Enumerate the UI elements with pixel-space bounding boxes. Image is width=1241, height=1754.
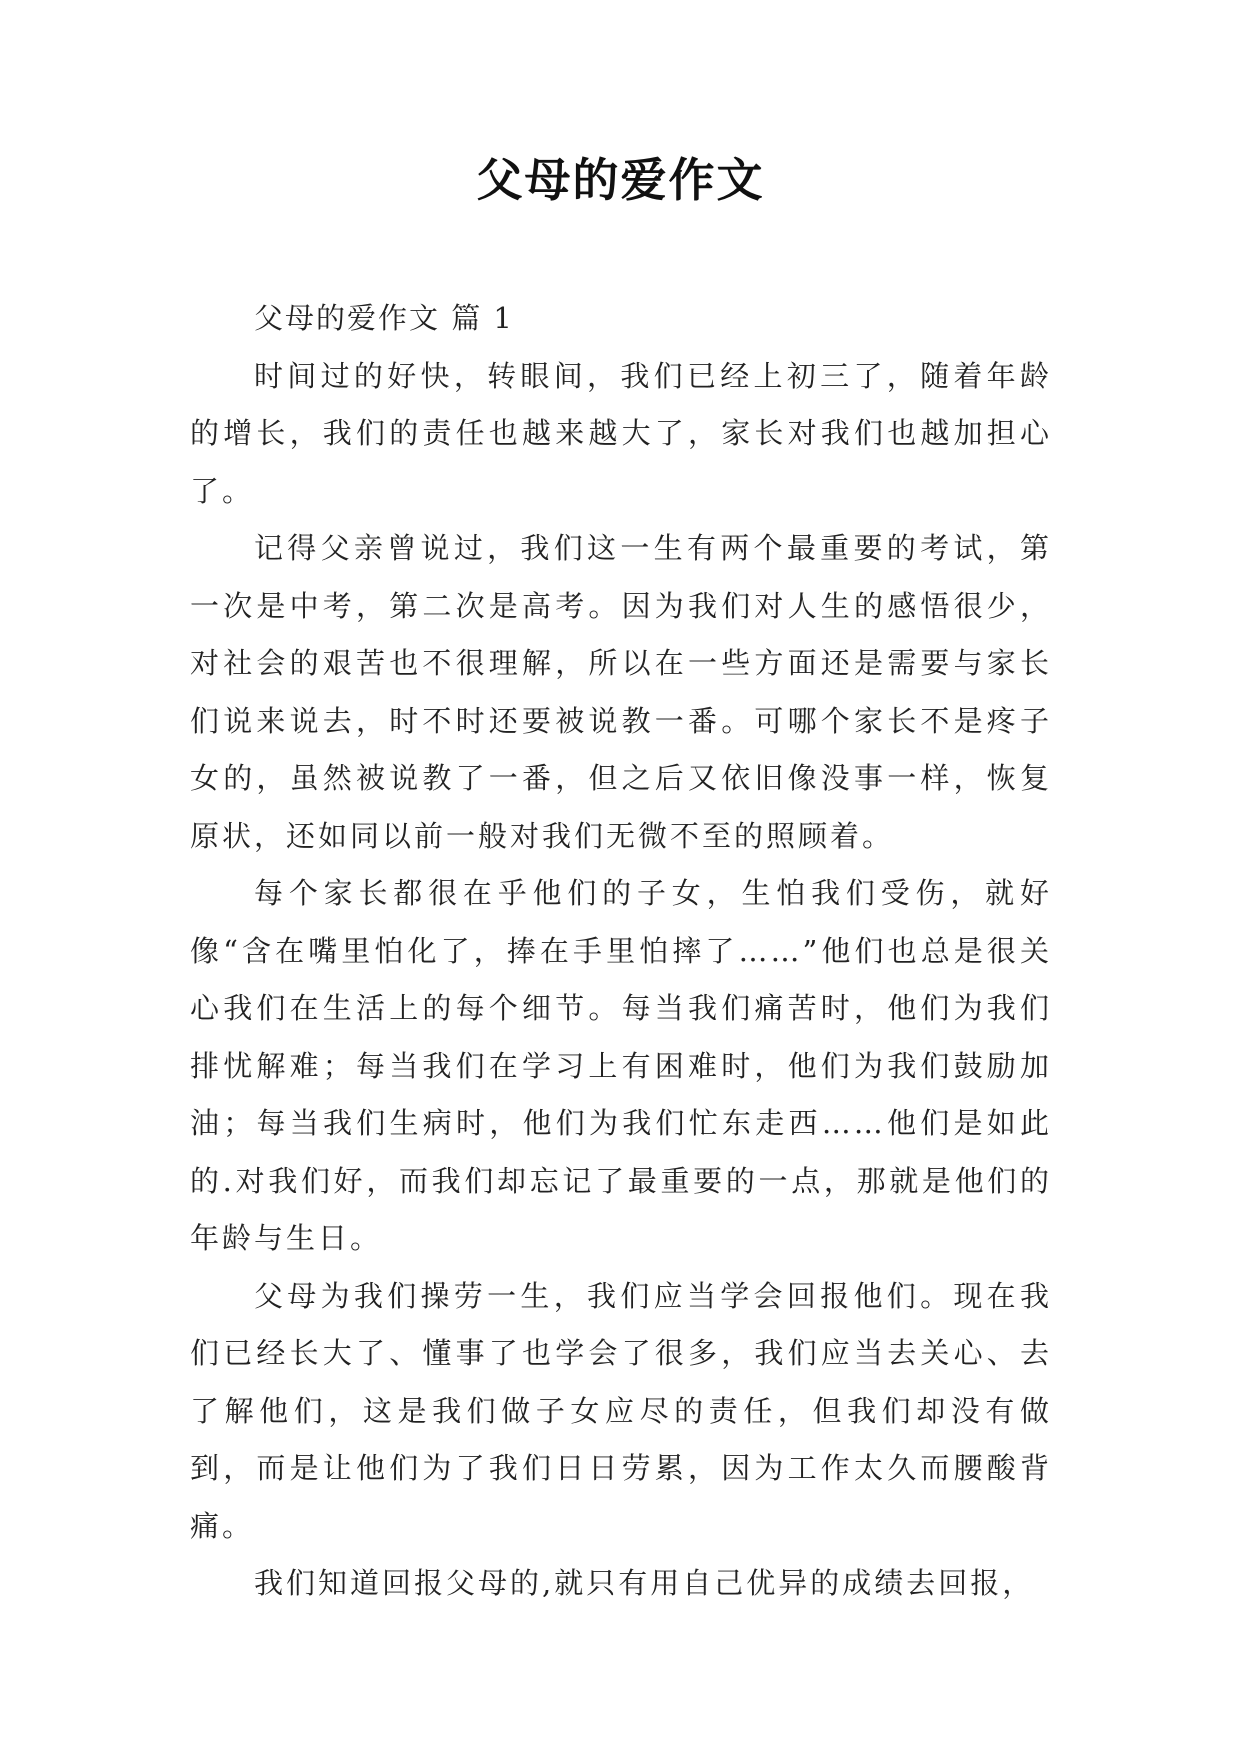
paragraph-3: 每个家长都很在乎他们的子女，生怕我们受伤，就好像“含在嘴里怕化了，捧在手里怕摔了……”他们也总是很关心我们在生活上的每个细节。每当我们痛苦时，他们为我们排忧解难；每当我们在学习上有困难时，他们为我们鼓励加油；每当我们生病时，他们为我们忙东走西……他们是如此的.对我们好，而我们却忘记了最重要的一点，那就是他们的年龄与生日。 — [190, 876, 1052, 1255]
document-title: 父母的爱作文 — [476, 153, 765, 207]
section-heading: 父母的爱作文 篇 1 — [254, 301, 514, 335]
paragraph-1: 时间过的好快，转眼间，我们已经上初三了，随着年龄的增长，我们的责任也越来越大了，家长对我们也越加担心了。 — [190, 358, 1052, 508]
paragraph-2: 记得父亲曾说过，我们这一生有两个最重要的考试，第一次是中考，第二次是高考。因为我们对人生的感悟很少，对社会的艰苦也不很理解，所以在一些方面还是需要与家长们说来说去，时不时还要被说教一番。可哪个家长不是疼子女的，虽然被说教了一番，但之后又依旧像没事一样，恢复原状，还如同以前一般对我们无微不至的照顾着。 — [190, 531, 1052, 853]
paragraph-5: 我们知道回报父母的,就只有用自己优异的成绩去回报， — [254, 1566, 1035, 1600]
document-body — [190, 290, 1052, 1613]
paragraph-4: 父母为我们操劳一生，我们应当学会回报他们。现在我们已经长大了、懂事了也学会了很多，我们应当去关心、去了解他们，这是我们做子女应尽的责任，但我们却没有做到，而是让他们为了我们日日劳累，因为工作太久而腰酸背痛。 — [190, 1278, 1052, 1543]
